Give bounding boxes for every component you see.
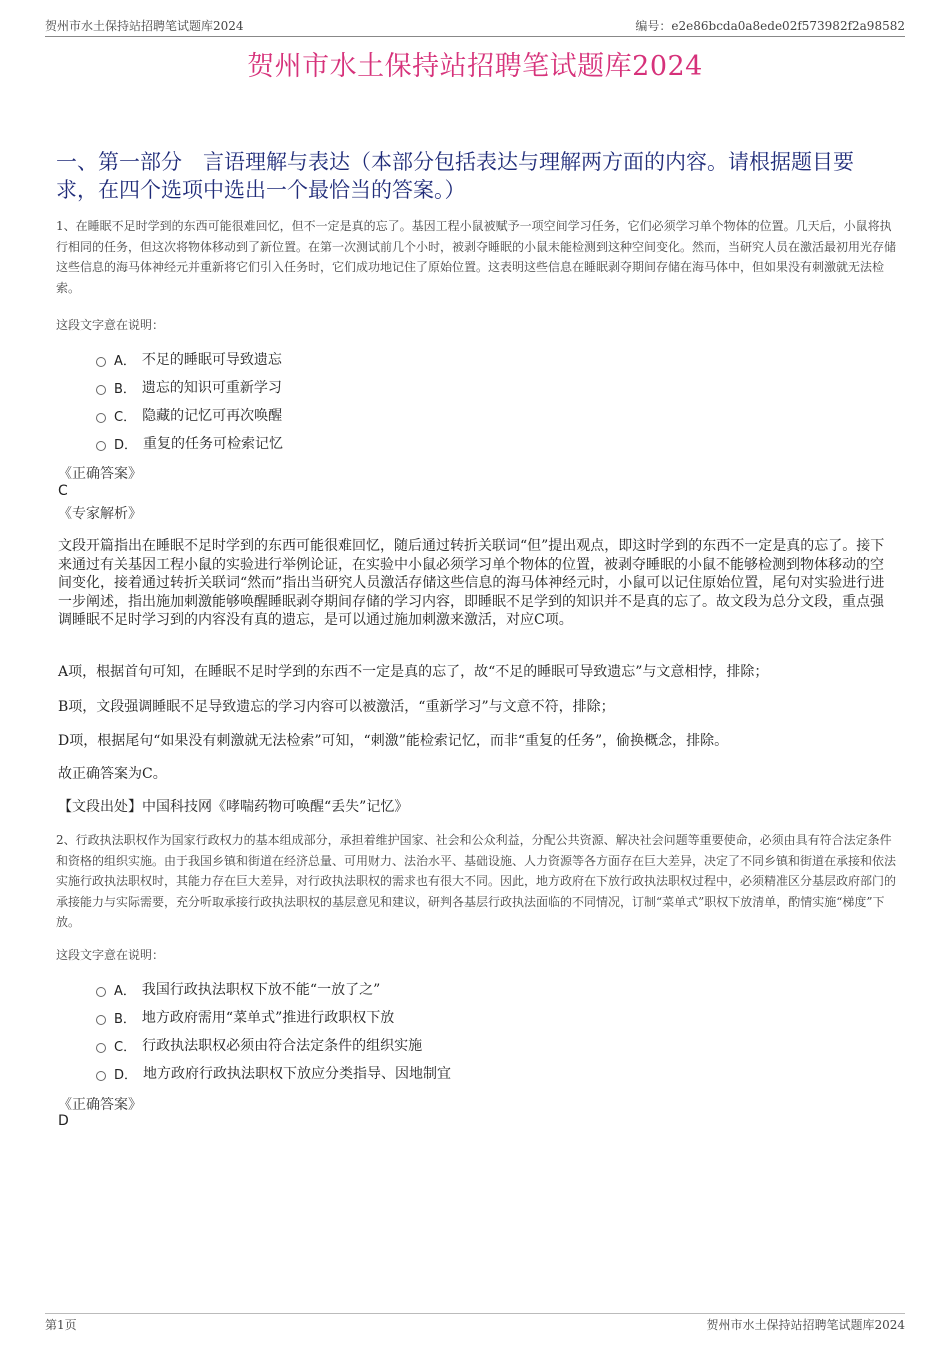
- option-letter: D．: [114, 1067, 138, 1083]
- q1-stem: 1、在睡眠不足时学到的东西可能很难回忆，但不一定是真的忘了。基因工程小鼠被赋予一项空间学习任务，它们必须学习单个物体的位置。几天后，小鼠将执行相同的任务，但这次将物体移动到了新位置。在第一次测试前几个小时，被剥夺睡眠的小鼠未能检测到这种空间变化。然而，当研究人员在激活最初用光存储这些信息的海马体神经元并重新将它们引入任务时，它们成功地记住了原始位置。这表明这些信息在睡眠剥夺期间存储在海马体中，但如果没有刺激就无法检索。: [56, 219, 897, 295]
- q2-answer-label: 《正确答案》: [58, 1097, 142, 1113]
- option-letter: A．: [114, 983, 136, 999]
- q1-prompt: 这段文字意在说明：: [56, 318, 165, 332]
- radio-icon[interactable]: [96, 1015, 106, 1025]
- q2-stem: 2、行政执法职权作为国家行政权力的基本组成部分，承担着维护国家、社会和公众利益，分配公共资源、解决社会问题等重要使命，必须由具有符合法定条件和资格的组织实施。由于我国乡镇和街道在经济总量、可用财力、法治水平、基础设施、人力资源等各方面存在巨大差异，决定了不同乡镇和街道在承接和依法实施行政执法职权时，其能力存在巨大差异，对行政执法职权的需求也有很大不同。因此，地方政府在下放行政执法职权过程中，必须精准区分基层政府部门的承接能力与实际需要，充分听取承接行政执法职权的基层意见和建议，研判各基层行政执法面临的不同情况，订制“菜单式”职权下放清单，酌情实施“梯度”下放。: [56, 833, 897, 929]
- q2-option-b[interactable]: [96, 1003, 451, 1031]
- option-text: 我国行政执法职权下放不能“一放了之”: [141, 982, 381, 998]
- option-letter: B．: [114, 1011, 136, 1027]
- option-text: 重复的任务可检索记忆: [143, 436, 284, 452]
- radio-icon[interactable]: [96, 385, 106, 395]
- q1-analysis-a: A项，根据首句可知，在睡眠不足时学到的东西不一定是真的忘了，故“不足的睡眠可导致遗忘”与文意相悖，排除；: [58, 664, 769, 680]
- radio-icon[interactable]: [96, 1043, 106, 1053]
- option-letter: C．: [114, 409, 137, 425]
- header-doc-title: 贺州市水土保持站招聘笔试题库2024: [45, 19, 244, 33]
- document-title: 贺州市水土保持站招聘笔试题库2024: [247, 51, 703, 82]
- radio-icon[interactable]: [96, 987, 106, 997]
- q1-option-c[interactable]: [96, 401, 283, 429]
- q1-answer-label: 《正确答案》: [58, 466, 142, 482]
- section-heading: 一、第一部分 言语理解与表达（本部分包括表达与理解两方面的内容。请根据题目要求，在四个选项中选出一个最恰当的答案。）: [56, 150, 854, 202]
- q1-answer: C: [58, 483, 68, 499]
- q1-analysis-d: D项，根据尾句“如果没有刺激就无法检索”可知，“刺激”能检索记忆，而非“重复的任务”，偷换概念，排除。: [58, 733, 729, 749]
- q2-answer: D: [58, 1113, 69, 1129]
- q1-source: 【文段出处】中国科技网《哮喘药物可唤醒“丢失”记忆》: [58, 799, 409, 815]
- option-text: 隐藏的记忆可再次唤醒: [142, 408, 283, 424]
- q1-options: [96, 345, 283, 457]
- option-letter: D．: [114, 437, 138, 453]
- option-letter: B．: [114, 381, 136, 397]
- q1-conclusion: 故正确答案为C。: [58, 766, 167, 782]
- radio-icon[interactable]: [96, 1071, 106, 1081]
- page-header: [45, 14, 905, 37]
- option-text: 遗忘的知识可重新学习: [141, 380, 282, 396]
- q2-options: [96, 975, 451, 1087]
- q2-option-d[interactable]: [96, 1059, 451, 1087]
- option-letter: C．: [114, 1039, 137, 1055]
- q2-option-c[interactable]: [96, 1031, 451, 1059]
- option-text: 不足的睡眠可导致遗忘: [141, 352, 282, 368]
- q1-option-a[interactable]: [96, 345, 283, 373]
- option-text: 地方政府行政执法职权下放应分类指导、因地制宜: [143, 1066, 452, 1082]
- header-doc-id: 编号：e2e86bcda0a8ede02f573982f2a98582: [635, 19, 905, 33]
- q1-analysis: 文段开篇指出在睡眠不足时学到的东西可能很难回忆，随后通过转折关联词“但”提出观点，即这时学到的东西不一定是真的忘了。接下来通过有关基因工程小鼠的实验进行举例论证，在实验中小鼠必须学习单个物体的位置，被剥夺睡眠的小鼠不能够检测到物体移动的空间变化，接着通过转折关联词“然而”指出当研究人员激活存储这些信息的海马体神经元时，小鼠可以记住原始位置，尾句对实验进行进一步阐述，指出施加刺激能够唤醒睡眠剥夺期间存储的学习内容，即睡眠不足学到的知识并不是真的忘了。故文段为总分文段，重点强调睡眠不足时学习到的内容没有真的遗忘，是可以通过施加刺激来激活，对应C项。: [58, 538, 885, 628]
- option-text: 地方政府需用“菜单式”推进行政职权下放: [141, 1010, 395, 1026]
- page-footer: [45, 1313, 905, 1333]
- radio-icon[interactable]: [96, 357, 106, 367]
- page-number: 第1页: [45, 1318, 77, 1332]
- option-text: 行政执法职权必须由符合法定条件的组织实施: [142, 1038, 423, 1054]
- q1-analysis-b: B项，文段强调睡眠不足导致遗忘的学习内容可以被激活，“重新学习”与文意不符，排除；: [58, 699, 615, 715]
- q2-prompt: 这段文字意在说明：: [56, 948, 165, 962]
- option-letter: A．: [114, 353, 136, 369]
- radio-icon[interactable]: [96, 441, 106, 451]
- radio-icon[interactable]: [96, 413, 106, 423]
- q1-option-b[interactable]: [96, 373, 283, 401]
- q1-option-d[interactable]: [96, 429, 283, 457]
- q1-analysis-label: 《专家解析》: [58, 506, 142, 522]
- footer-doc-title: 贺州市水土保持站招聘笔试题库2024: [706, 1318, 905, 1332]
- q2-option-a[interactable]: [96, 975, 451, 1003]
